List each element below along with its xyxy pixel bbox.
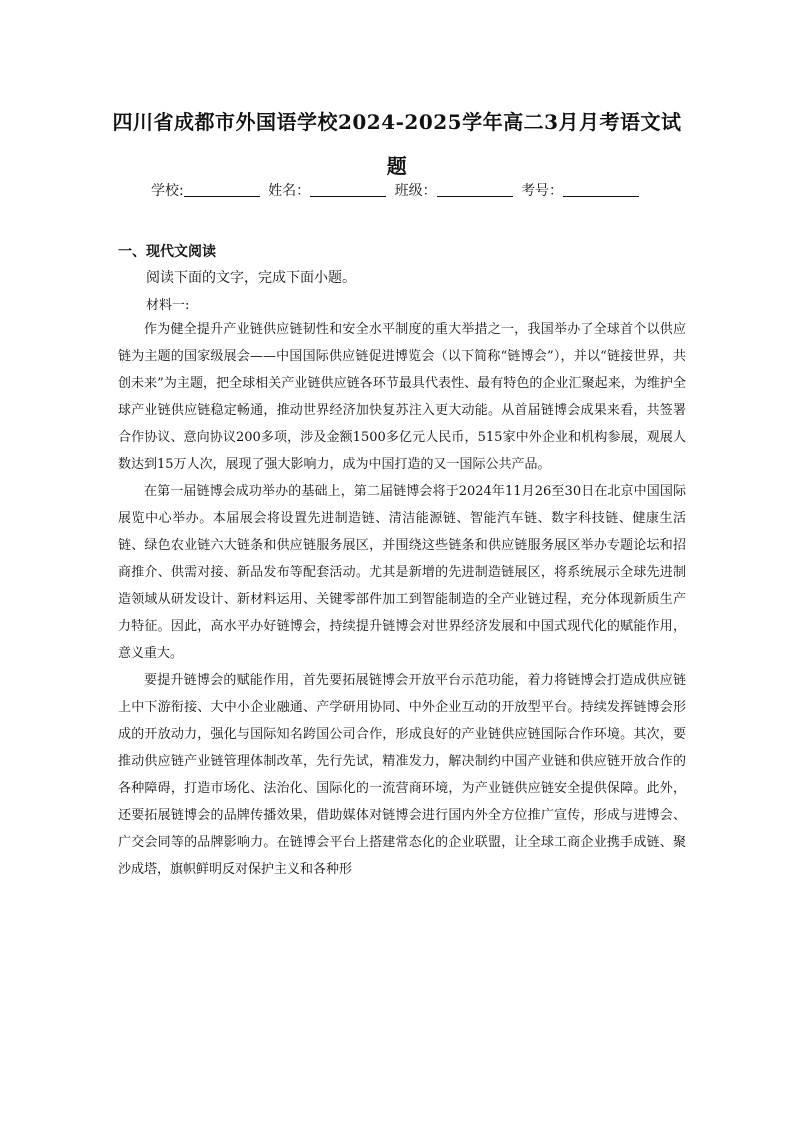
name-label: 姓名： xyxy=(268,183,311,199)
class-field xyxy=(395,181,517,201)
passage-paragraph-3: 要提升链博会的赋能作用，首先要拓展链博会开放平台示范功能，着力将链博会打造成供应链上中下游衔接、大中小企业融通、产学研用协同、中外企业互动的开放型平台。持续发挥链博会形成的开放动力，强化与国际知名跨国公司合作，形成良好的产业链供应链国际合作环境。其次，要推动供应链产业链管理体制改革，先行先试，精准发力，解决制约中国产业链和供应链开放合作的各种障碍，打造市场化、法治化、国际化的一流营商环境，为产业链供应链安全提供保障。此外，还要拓展链博会的品牌传播效果，借助媒体对链博会进行国内外全方位推广宣传，形成与进博会、广交会同等的品牌影响力。在链博会平台上搭建常态化的企业联盟，让全球工商企业携手成链、聚沙成塔，旗帜鲜明反对保护主义和各种形 xyxy=(118,673,686,877)
passage-paragraph-2: 在第一届链博会成功举办的基础上，第二届链博会将于2024年11月26至30日在北京中国国际展览中心举办。本届展会将设置先进制造链、清洁能源链、智能汽车链、数字科技链、健康生活链、绿色农业链六大链条和供应链服务展区，并围绕这些链条和供应链服务展区举办专题论坛和招商推介、供需对接、新品发布等配套活动。尤其是新增的先进制造链展区，将系统展示全球先进制造领域从研发设计、新材料运用、关键零部件加工到智能制造的全产业链过程，充分体现新质生产力特征。因此，高水平办好链博会，持续提升链博会对世界经济发展和中国式现代化的赋能作用，意义重大。 xyxy=(118,484,686,661)
exam-number-label: 考号： xyxy=(521,183,564,199)
name-blank[interactable] xyxy=(310,182,386,197)
exam-title: 四川省成都市外国语学校2024-2025学年高二3月月考语文试题 xyxy=(112,110,682,178)
section-heading: 一、现代文阅读 xyxy=(118,244,216,260)
exam-number-field xyxy=(521,181,643,201)
passage-paragraph-1: 作为健全提升产业链供应链韧性和安全水平制度的重大举措之一，我国举办了全球首个以供应链为主题的国家级展会——中国国际供应链促进博览会（以下简称“链博会”），并以“链接世界，共创未来”为主题，把全球相关产业链供应链各环节最具代表性、最有特色的企业汇聚起来，为维护全球产业链供应链稳定畅通，推动世界经济加快复苏注入更大动能。从首届链博会成果来看，共签署合作协议、意向协议200多项，涉及金额1500多亿元人民币，515家中外企业和机构参展，观展人数达到15万人次，展现了强大影响力，成为中国打造的又一国际公共产品。 xyxy=(118,322,686,472)
name-field xyxy=(268,181,390,201)
class-label: 班级： xyxy=(394,183,437,199)
student-info-line xyxy=(0,181,794,201)
school-field xyxy=(151,181,264,201)
class-blank[interactable] xyxy=(437,182,513,197)
school-blank[interactable] xyxy=(184,182,260,197)
school-label: 学校: xyxy=(150,183,184,199)
material-label: 材料一: xyxy=(146,298,190,313)
exam-number-blank[interactable] xyxy=(563,182,639,197)
reading-instruction: 阅读下面的文字，完成下面小题。 xyxy=(146,270,356,286)
reading-passage xyxy=(118,316,686,883)
